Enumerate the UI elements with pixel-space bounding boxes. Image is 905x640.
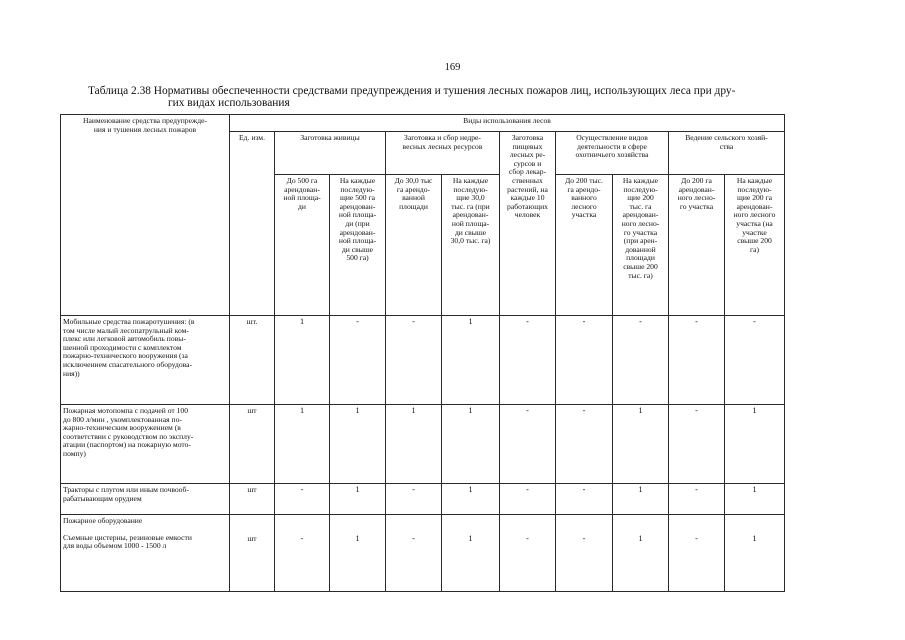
row-value: 1 [725,405,785,484]
header-group-non-timber: Заготовка и сбор недре- весных лесных ресурсов [386,132,500,175]
row-unit: шт [230,484,275,515]
row-value: 1 [613,515,669,592]
caption-line-1: Таблица 2.38 Нормативы обеспеченности средствами предупреждения и тушения лесных пожаров лиц, использующих леса при дру- [88,85,736,97]
row-value: 1 [725,484,785,515]
row-value: - [500,484,556,515]
header-group-agriculture: Ведение сельского хозяй- ства [669,132,785,175]
header-sub-agriculture-extra: На каждые последую- щие 200 га арендован- ного лесного участка (на участке свыше 200 га) [725,175,785,316]
header-group-resin: Заготовка живицы [275,132,386,175]
table-caption [88,86,833,109]
header-sub-resin-extra: На каждые последую- щие 500 га арендован- ной площа- ди (при арендован- ной площа- ди свыше 500 га) [330,175,386,316]
row-value: - [500,515,556,592]
row-value: 1 [442,405,500,484]
row-value: 1 [275,405,330,484]
header-sub-non-timber-extra: На каждые последую- щие 30,0 тыс. га (при арендован- ной площа- ди свыше 30,0 тыс. га) [442,175,500,316]
header-group-hunting: Осуществление видов деятельности в сфере охотничьего хозяйства [556,132,669,175]
header-sub-non-timber-base: До 30,0 тыс га арендо- ванной площади [386,175,442,316]
row-value: - [500,316,556,405]
header-name-column: Наименование средства предупрежде- ния и тушения лесных пожаров [61,115,230,316]
row-value: - [556,405,613,484]
row-value: 1 [330,484,386,515]
row-name [61,515,230,592]
row-value: - [386,484,442,515]
row-value: - [556,316,613,405]
header-sub-hunting-base: До 200 тыс. га арендо- ванного лесного участка [556,175,613,316]
row-value: - [669,316,725,405]
row-value: - [275,484,330,515]
row-value: 1 [275,316,330,405]
row-value: 1 [330,515,386,592]
row-name: Пожарная мотопомпа с подачей от 100 до 800 л/мин , укомплектованная по- жарно-техническим вооружением (в соответствии с руководством по эксплу- атации (паспортом) на пожарную мото- помпу) [61,405,230,484]
row-value: - [275,515,330,592]
caption-line-2: гих видах использования [168,96,290,109]
row-value: 1 [613,484,669,515]
row-value: - [386,515,442,592]
row-value: 1 [442,316,500,405]
row-value: 1 [613,405,669,484]
row-value: - [725,316,785,405]
row-unit: шт [230,405,275,484]
row-value: - [556,515,613,592]
row-name-text: Съемные цистерны, резиновые емкости для воды объемом 1000 - 1500 л [63,532,192,551]
row-value: 1 [330,405,386,484]
row-value: 1 [442,515,500,592]
header-sub-agriculture-base: До 200 га арендован- ного лесно- го участка [669,175,725,316]
row-value: - [386,316,442,405]
header-unit-column: Ед. изм. [230,132,275,316]
row-name: Тракторы с плугом или иным почвооб- рабатывающим орудием [61,484,230,515]
header-sub-resin-base: До 500 га арендован- ной площа- ди [275,175,330,316]
norms-table [60,114,785,592]
row-value: 1 [386,405,442,484]
row-value: - [669,405,725,484]
row-value: - [556,484,613,515]
header-main: Виды использования лесов [230,115,785,132]
row-value: 1 [725,515,785,592]
row-unit: шт [230,515,275,592]
row-value: - [330,316,386,405]
row-section-heading: Пожарное оборудование [63,516,143,525]
row-value: - [669,484,725,515]
table-row [61,515,785,592]
header-group-food-resources: Заготовка пищевых лесных ре- сурсов и сбор лекар- ственных растений, на каждые 10 работающих человек [500,132,556,316]
row-value: - [669,515,725,592]
row-value: - [500,405,556,484]
row-unit: шт. [230,316,275,405]
row-name: Мобильные средства пожаротушения: (в том числе малый лесопатрульный ком- плекс или легковой автомобиль повы- шенной проходимости с комплектом пожарно-технического вооружения (за исключением спасательного оборудова- ния)) [61,316,230,405]
header-row-1 [61,115,785,132]
table-row [61,405,785,484]
page-number: 169 [444,62,461,73]
header-sub-hunting-extra: На каждые последую- щие 200 тыс. га арендован- ного лесно- го участка (при арен- дованной площади свыше 200 тыс. га) [613,175,669,316]
table-row [61,484,785,515]
row-value: - [613,316,669,405]
table-row [61,316,785,405]
row-value: 1 [442,484,500,515]
